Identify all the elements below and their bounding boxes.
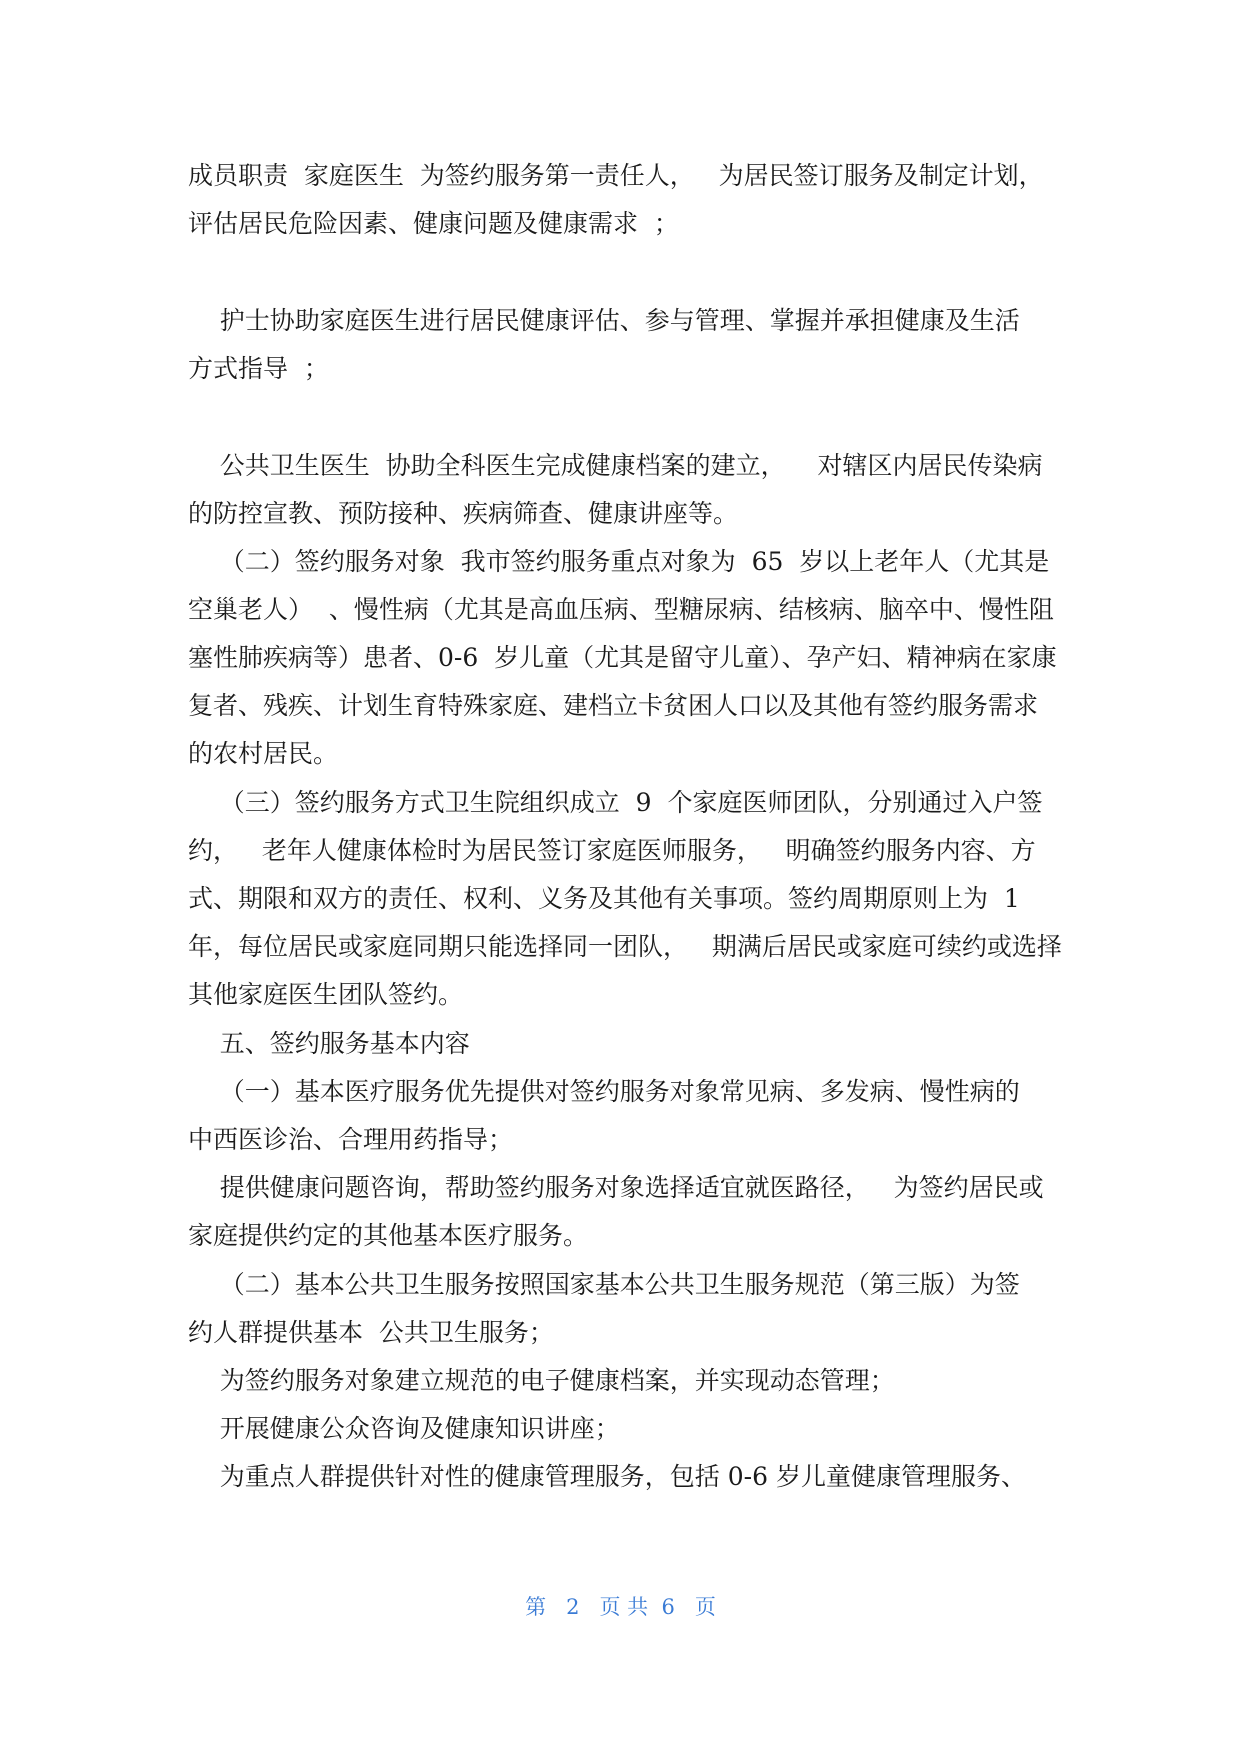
text-line: 公共卫生医生 协助全科医生完成健康档案的建立， 对辖区内居民传染病	[188, 451, 1043, 480]
text-line: （二）签约服务对象 我市签约服务重点对象为 65 岁以上老年人（尤其是	[188, 547, 1050, 576]
text-line: 式、期限和双方的责任、权利、义务及其他有关事项。签约周期原则上为 1	[188, 884, 1020, 913]
text-line: 约， 老年人健康体检时为居民签订家庭医师服务， 明确签约服务内容、方	[188, 836, 1036, 865]
text-line: 的防控宣教、预防接种、疾病筛查、健康讲座等。	[188, 499, 739, 528]
text-line: 开展健康公众咨询及健康知识讲座；	[188, 1414, 620, 1443]
text-line: 评估居民危险因素、健康问题及健康需求 ；	[188, 209, 679, 238]
page-number-footer: 第 2 页 共 6 页	[525, 1595, 716, 1619]
text-line: 中西医诊治、合理用药指导；	[188, 1125, 514, 1154]
text-line: 复者、残疾、计划生育特殊家庭、建档立卡贫困人口以及其他有签约服务需求	[188, 691, 1039, 720]
text-line: 为重点人群提供针对性的健康管理服务，包括 0-6 岁儿童健康管理服务、	[188, 1462, 1026, 1491]
text-line: 空巢老人） 、慢性病（尤其是高血压病、型糖尿病、结核病、脑卒中、慢性阻	[188, 595, 1054, 624]
text-line: （二）基本公共卫生服务按照国家基本公共卫生服务规范（第三版）为签	[188, 1270, 1020, 1299]
text-line: 年，每位居民或家庭同期只能选择同一团队， 期满后居民或家庭可续约或选择	[188, 932, 1062, 961]
text-line: 的农村居民。	[188, 739, 339, 768]
text-line: 护士协助家庭医生进行居民健康评估、参与管理、掌握并承担健康及生活	[188, 306, 1020, 335]
text-line: 塞性肺疾病等）患者、0-6 岁儿童（尤其是留守儿童）、孕产妇、精神病在家康	[188, 643, 1057, 672]
text-line: （三）签约服务方式卫生院组织成立 9 个家庭医师团队，分别通过入户签	[188, 788, 1043, 817]
text-line: 提供健康问题咨询，帮助签约服务对象选择适宜就医路径， 为签约居民或	[188, 1173, 1044, 1202]
text-line: 为签约服务对象建立规范的电子健康档案，并实现动态管理；	[188, 1366, 895, 1395]
text-line: （一）基本医疗服务优先提供对签约服务对象常见病、多发病、慢性病的	[188, 1077, 1020, 1106]
section-heading: 五、签约服务基本内容	[188, 1029, 470, 1058]
text-line: 其他家庭医生团队签约。	[188, 980, 464, 1009]
text-line: 家庭提供约定的其他基本医疗服务。	[188, 1221, 589, 1250]
text-line: 成员职责 家庭医生 为签约服务第一责任人， 为居民签订服务及制定计划，	[188, 161, 1044, 190]
text-line: 方式指导 ；	[188, 354, 329, 383]
text-line: 约人群提供基本 公共卫生服务；	[188, 1318, 554, 1347]
